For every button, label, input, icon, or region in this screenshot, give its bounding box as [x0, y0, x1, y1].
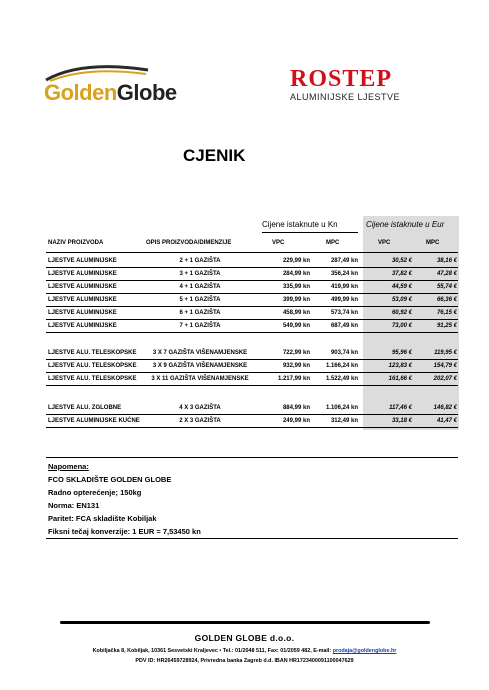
cell-evpc: 60,92 € [391, 310, 412, 316]
cell-empc: 76,15 € [436, 310, 457, 316]
cell-desc: 6 + 1 GAZIŠTA [179, 310, 221, 316]
notes-bottom-divider [46, 538, 458, 539]
table-row [0, 360, 489, 373]
cell-evpc: 161,66 € [388, 376, 412, 382]
page-title: CJENIK [183, 146, 246, 165]
cell-mpc: 903,74 kn [330, 350, 358, 356]
footer-ids: PDV ID: HR26459728924, Privredna banka Zagreb d.d. IBAN HR1723400091100047629 [135, 658, 354, 664]
cell-empc: 119,95 € [434, 350, 457, 356]
notes-line: Paritet: FCA skladište Kobiljak [48, 514, 157, 523]
table-row [0, 373, 489, 386]
cell-mpc: 687,49 kn [330, 323, 358, 329]
cell-desc: 7 + 1 GAZIŠTA [179, 323, 221, 329]
cell-empc: 66,36 € [436, 297, 457, 303]
cell-evpc: 37,82 € [391, 271, 412, 277]
footer-company: GOLDEN GLOBE d.o.o. [194, 633, 295, 643]
cell-mpc: 1.522,49 kn [325, 376, 358, 382]
row-divider [46, 332, 458, 333]
header-divider [262, 232, 358, 233]
cell-empc: 202,07 € [433, 376, 457, 382]
cell-empc: 91,25 € [436, 323, 457, 329]
cell-mpc: 1.166,24 kn [325, 363, 358, 369]
col-header-name: NAZIV PROIZVODA [48, 240, 104, 246]
cell-mpc: 287,49 kn [330, 258, 358, 264]
cell-desc: 4 + 1 GAZIŠTA [179, 284, 221, 290]
cell-vpc: 399,99 kn [282, 297, 310, 303]
rostep-name: ROSTEP [290, 66, 393, 92]
cell-empc: 146,82 € [433, 405, 457, 411]
footer-address [0, 648, 489, 654]
cell-desc: 3 X 11 GAZIŠTA VIŠENAMJENSKE [151, 376, 249, 382]
col-header-mpc-kn: MPC [326, 240, 340, 246]
rostep-subtitle: ALUMINIJSKE LJESTVE [290, 92, 401, 102]
cell-evpc: 95,96 € [391, 350, 412, 356]
table-row [0, 415, 489, 428]
eur-price-header: Cijene istaknute u Eur [366, 220, 445, 229]
notes-title: Napomena: [48, 462, 89, 471]
col-header-desc: OPIS PROIZVODA/DIMENZIJE [146, 240, 232, 246]
cell-desc: 3 X 9 GAZIŠTA VIŠENAMJENSKE [152, 363, 248, 369]
logo-golden-text: Golden [44, 80, 117, 105]
footer-address-text: Kobiljačka 8, Kobiljak, 10361 Sesvetski Kraljevec • Tel.: 01/2048 511, Fax: 01/2059 482, E-mail: [92, 648, 333, 654]
cell-mpc: 1.106,24 kn [325, 405, 358, 411]
cell-vpc: 284,99 kn [282, 271, 310, 277]
cell-mpc: 499,99 kn [330, 297, 358, 303]
notes-line: Fiksni tečaj konverzije: 1 EUR = 7,53450 kn [48, 527, 201, 536]
cell-evpc: 53,09 € [391, 297, 412, 303]
cell-mpc: 312,49 kn [330, 418, 358, 424]
cell-vpc: 229,99 kn [282, 258, 310, 264]
cell-name: LJESTVE ALUMINIJSKE [48, 284, 117, 290]
cell-vpc: 249,99 kn [282, 418, 310, 424]
cell-evpc: 33,18 € [391, 418, 412, 424]
cell-name: LJESTVE ALU. TELESKOPSKE [48, 376, 137, 382]
notes-box [46, 457, 458, 538]
cell-vpc: 722,99 kn [282, 350, 310, 356]
cell-mpc: 573,74 kn [330, 310, 358, 316]
cell-vpc: 458,99 kn [282, 310, 310, 316]
cell-vpc: 549,99 kn [282, 323, 310, 329]
table-row [0, 268, 489, 281]
cell-evpc: 73,00 € [391, 323, 412, 329]
cell-name: LJESTVE ALUMINIJSKE KUĆNE [48, 418, 140, 424]
cell-desc: 4 X 3 GAZIŠTA [179, 405, 221, 411]
cell-name: LJESTVE ALUMINIJSKE [48, 271, 117, 277]
table-column-headers [0, 240, 489, 252]
cell-empc: 154,79 € [433, 363, 457, 369]
table-row [0, 307, 489, 320]
cell-evpc: 117,46 € [389, 405, 412, 411]
cell-evpc: 30,52 € [391, 258, 412, 264]
cell-name: LJESTVE ALU. TELESKOPSKE [48, 363, 137, 369]
table-row [0, 281, 489, 294]
col-header-mpc-eur: MPC [426, 240, 440, 246]
footer-divider [60, 621, 430, 624]
table-row [0, 294, 489, 307]
notes-line: Radno opterećenje; 150kg [48, 488, 142, 497]
cell-empc: 47,28 € [436, 271, 457, 277]
cell-name: LJESTVE ALUMINIJSKE [48, 258, 117, 264]
cell-mpc: 356,24 kn [330, 271, 358, 277]
cell-vpc: 335,99 kn [282, 284, 310, 290]
cell-vpc: 1.217,99 kn [277, 376, 310, 382]
cell-evpc: 44,59 € [391, 284, 412, 290]
col-header-vpc-eur: VPC [378, 240, 391, 246]
table-row [0, 347, 489, 360]
cell-empc: 41,47 € [436, 418, 457, 424]
cell-name: LJESTVE ALUMINIJSKE [48, 323, 117, 329]
cell-empc: 55,74 € [436, 284, 457, 290]
row-divider [46, 385, 458, 386]
rostep-logo [290, 68, 420, 102]
cell-desc: 3 + 1 GAZIŠTA [179, 271, 221, 277]
golden-globe-logo [44, 58, 194, 108]
row-divider [46, 427, 458, 428]
col-header-vpc-kn: VPC [272, 240, 285, 246]
cell-desc: 2 + 1 GAZIŠTA [179, 258, 221, 264]
table-row [0, 255, 489, 268]
table-row [0, 402, 489, 415]
cell-name: LJESTVE ALU. ZGLOBNE [48, 405, 122, 411]
column-header-divider [46, 252, 458, 253]
table-row [0, 320, 489, 333]
cell-desc: 3 X 7 GAZIŠTA VIŠENAMJENSKE [152, 350, 248, 356]
cell-desc: 5 + 1 GAZIŠTA [179, 297, 221, 303]
cell-name: LJESTVE ALUMINIJSKE [48, 310, 117, 316]
cell-vpc: 884,99 kn [282, 405, 310, 411]
logo-globe-text: Globe [116, 80, 177, 105]
cell-name: LJESTVE ALU. TELESKOPSKE [48, 350, 137, 356]
cell-desc: 2 X 3 GAZIŠTA [179, 418, 221, 424]
notes-line: Norma: EN131 [48, 501, 100, 510]
cell-name: LJESTVE ALUMINIJSKE [48, 297, 117, 303]
cell-evpc: 123,83 € [388, 363, 412, 369]
footer-email-link[interactable]: prodaja@goldenglobe.hr [332, 648, 397, 654]
kn-price-header: Cijene istaknute u Kn [262, 220, 338, 229]
cell-vpc: 932,99 kn [282, 363, 310, 369]
cell-empc: 38,16 € [436, 258, 457, 264]
cell-mpc: 419,99 kn [330, 284, 358, 290]
notes-line: FCO SKLADIŠTE GOLDEN GLOBE [48, 475, 172, 484]
